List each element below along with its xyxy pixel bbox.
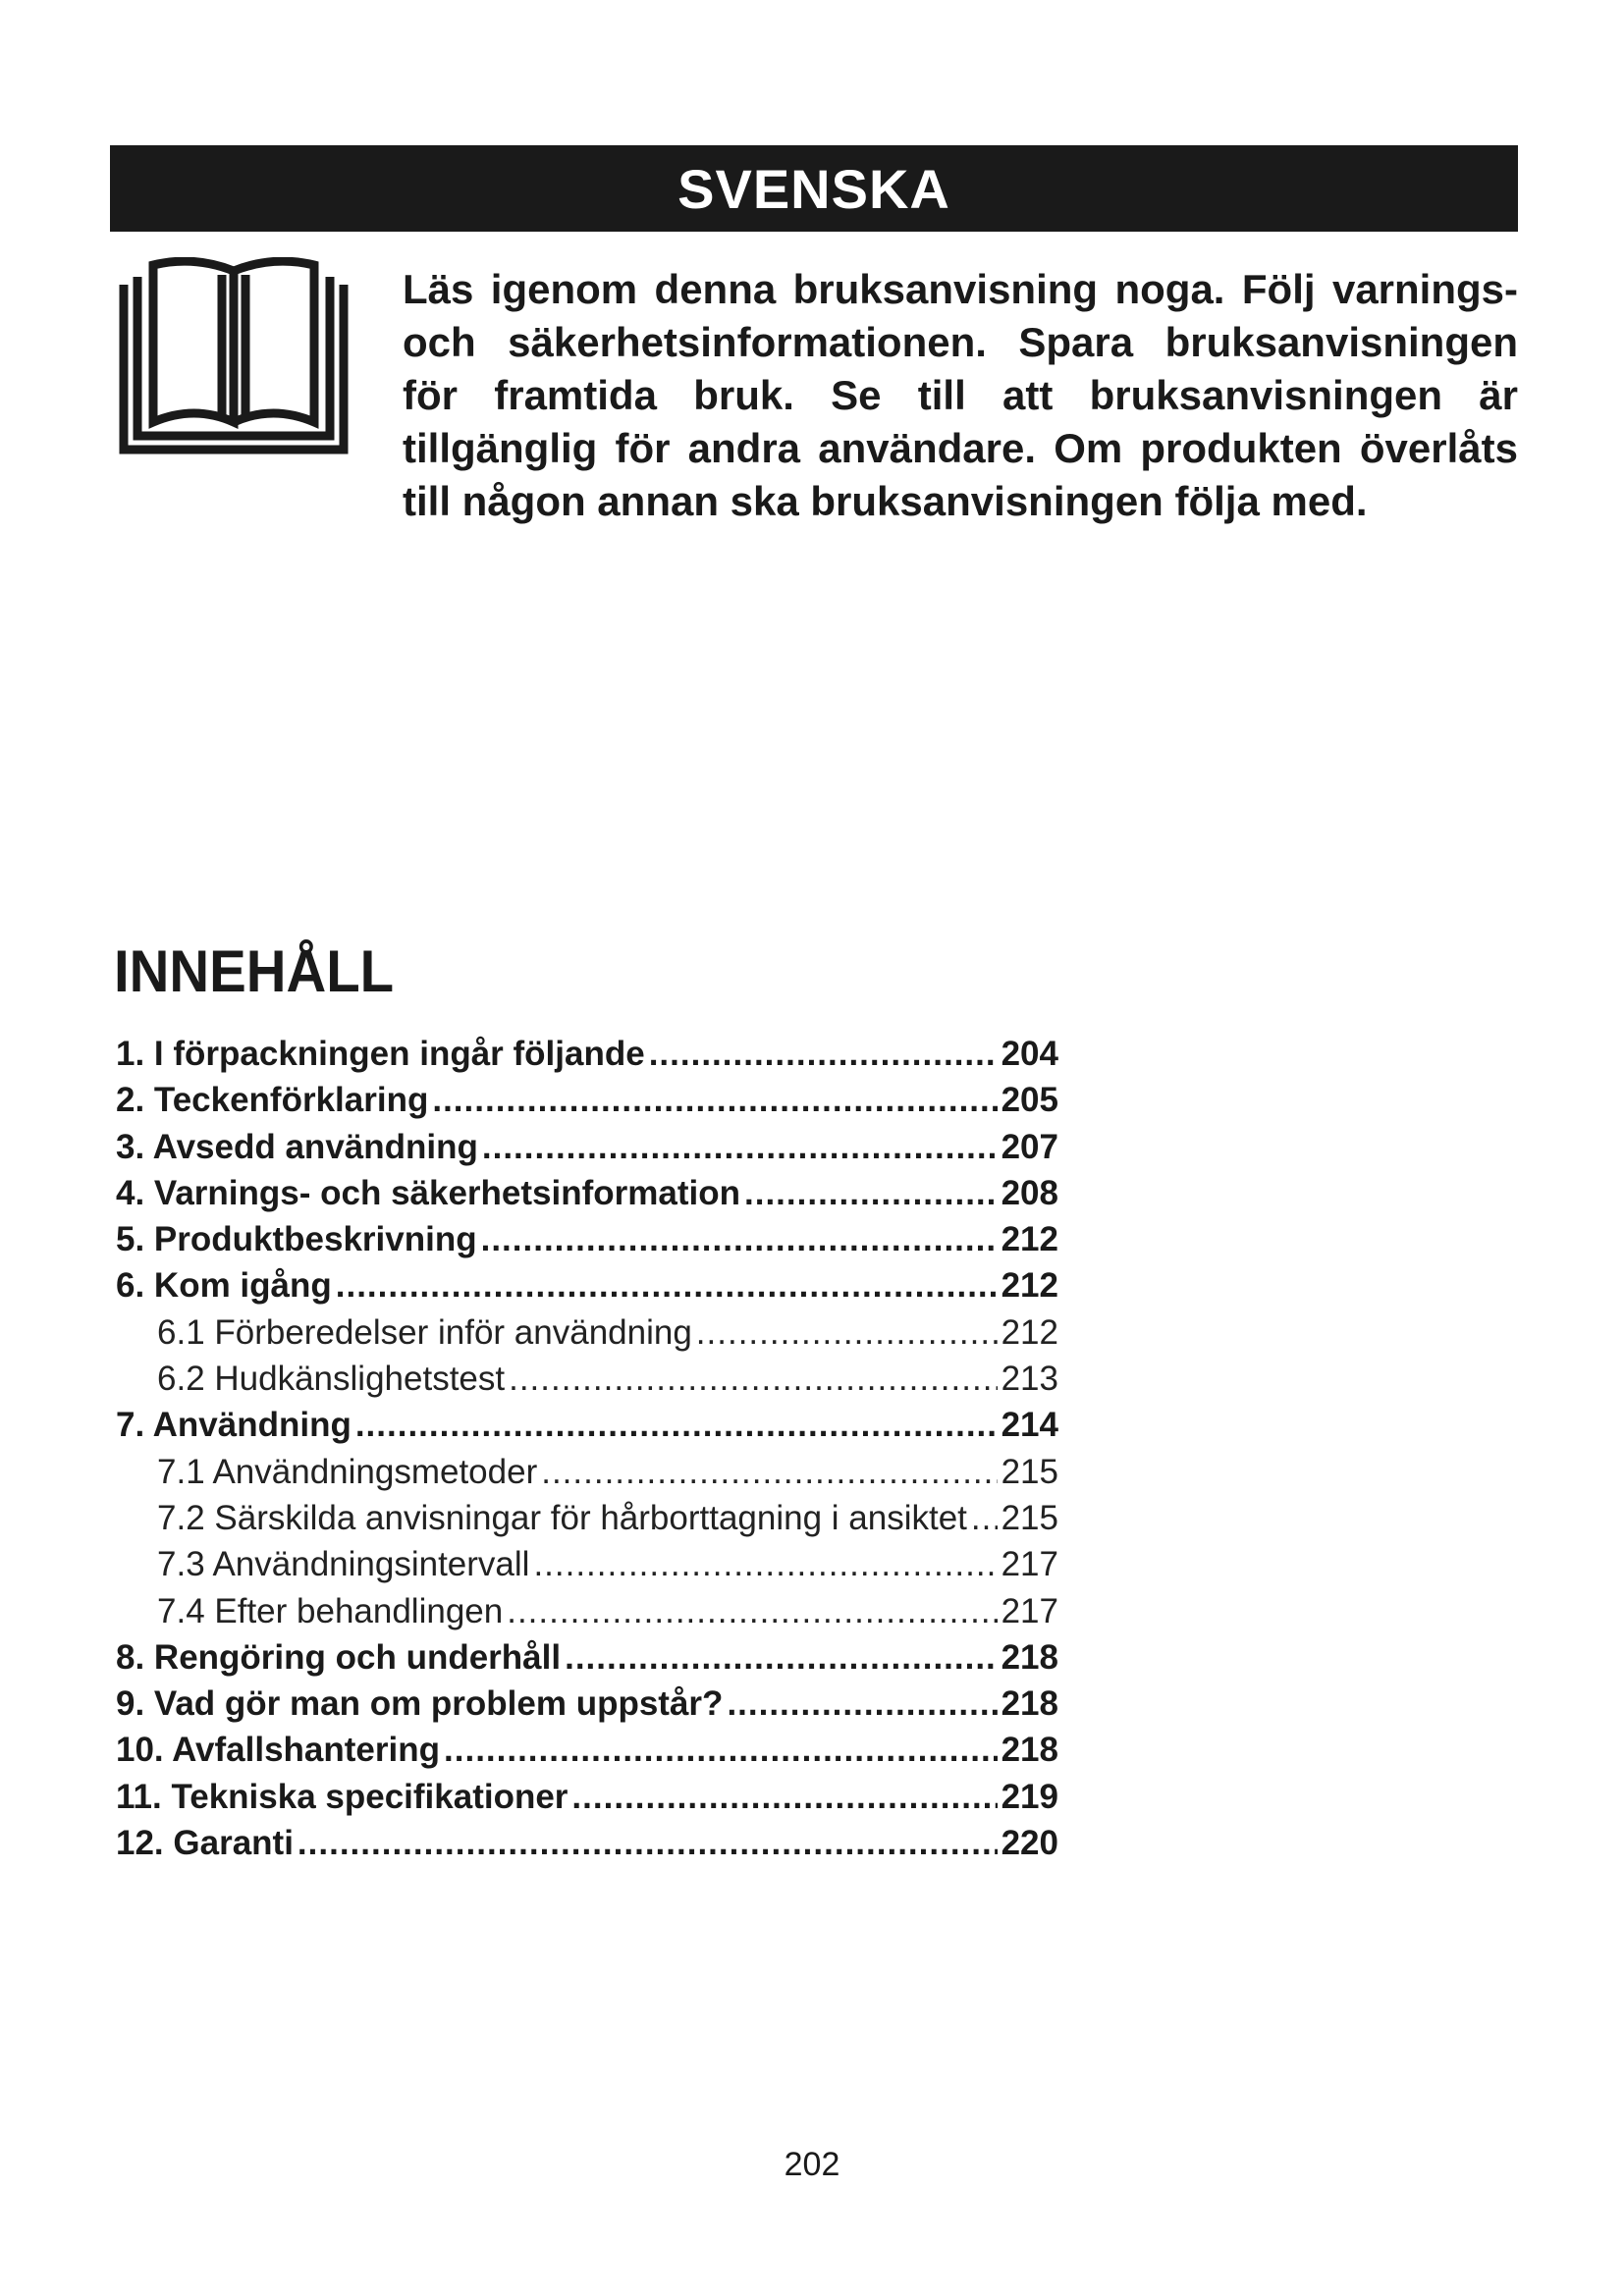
toc-entry-label: 2. Teckenförklaring	[116, 1081, 429, 1120]
toc-entry-page: 204	[1001, 1035, 1058, 1073]
toc-entry[interactable]	[116, 1266, 1058, 1312]
toc-leader-dots	[507, 1592, 997, 1631]
toc-leader-dots	[744, 1174, 998, 1213]
toc-entry-label: 7.3 Användningsintervall	[157, 1545, 530, 1584]
toc-leader-dots	[481, 1220, 998, 1259]
toc-entry[interactable]	[116, 1499, 1058, 1545]
toc-entry-page: 218	[1001, 1684, 1058, 1724]
toc-entry[interactable]	[116, 1174, 1058, 1220]
toc-entry-label: 5. Produktbeskrivning	[116, 1220, 477, 1259]
toc-entry-label: 4. Varnings- och säkerhetsinformation	[116, 1173, 740, 1212]
toc-entry-page: 218	[1001, 1637, 1058, 1677]
toc-entry[interactable]	[116, 1824, 1058, 1870]
toc-entry-page: 207	[1001, 1127, 1058, 1166]
toc-entry[interactable]	[116, 1453, 1058, 1499]
toc-entry-page: 219	[1001, 1777, 1058, 1816]
toc-leader-dots	[533, 1545, 997, 1584]
toc-leader-dots	[432, 1081, 997, 1120]
toc-entry[interactable]	[116, 1128, 1058, 1174]
toc-entry[interactable]	[116, 1081, 1058, 1127]
toc-entry-label: 7.1 Användningsmetoder	[157, 1452, 538, 1491]
language-banner	[110, 145, 1518, 232]
toc-entry-label: 6.2 Hudkänslighetstest	[157, 1360, 506, 1399]
toc-entry[interactable]	[116, 1406, 1058, 1452]
toc-leader-dots	[565, 1638, 998, 1678]
toc-entry-page: 212	[1001, 1312, 1058, 1352]
toc-entry-label: 10. Avfallshantering	[116, 1731, 441, 1770]
toc-entry-page: 217	[1001, 1545, 1058, 1584]
toc-entry-page: 213	[1001, 1360, 1058, 1399]
toc-leader-dots	[509, 1360, 997, 1399]
toc-title: INNEHÅLL	[114, 938, 395, 1004]
language-title: SVENSKA	[677, 157, 950, 220]
toc-entry-page: 215	[1001, 1452, 1058, 1491]
toc-entry[interactable]	[116, 1592, 1058, 1638]
toc-entry[interactable]	[116, 1360, 1058, 1406]
toc-entry-page: 217	[1001, 1591, 1058, 1630]
intro-text: Läs igenom denna bruksanvisning noga. Följ varnings- och säkerhetsinformationen. Spara bruksanvisningen för framtida bruk. Se till att bruksanvisningen är tillgänglig för andra användare. Om produkten överlåts till någon annan ska bruksanvisningen följa med.	[403, 266, 1518, 524]
toc-entry-label: 7.4 Efter behandlingen	[157, 1591, 504, 1630]
toc-entry-label: 7. Användning	[116, 1406, 352, 1445]
toc-leader-dots	[727, 1684, 997, 1724]
toc-entry-label: 8. Rengöring och underhåll	[116, 1637, 562, 1677]
toc-entry-label: 6.1 Förberedelser inför användning	[157, 1312, 692, 1352]
toc-entry-page: 214	[1001, 1406, 1058, 1445]
toc-entry-page: 205	[1001, 1081, 1058, 1120]
toc-entry-page: 215	[1001, 1498, 1058, 1537]
toc-entry[interactable]	[116, 1731, 1058, 1777]
toc-entry-label: 12. Garanti	[116, 1824, 294, 1863]
toc-entry-page: 212	[1001, 1220, 1058, 1259]
toc-entry[interactable]	[116, 1035, 1058, 1081]
toc-leader-dots	[649, 1035, 998, 1074]
toc-leader-dots	[355, 1406, 998, 1445]
toc-entry[interactable]	[116, 1638, 1058, 1684]
toc-entry-label: 9. Vad gör man om problem uppstår?	[116, 1684, 724, 1724]
toc-entry[interactable]	[116, 1545, 1058, 1591]
toc-entry-label: 3. Avsedd användning	[116, 1127, 478, 1166]
toc-entry-page: 208	[1001, 1173, 1058, 1212]
open-book-icon	[116, 257, 352, 463]
toc-leader-dots	[298, 1824, 998, 1863]
toc-entry-page: 218	[1001, 1731, 1058, 1770]
table-of-contents	[116, 1035, 1058, 1870]
toc-leader-dots	[482, 1128, 998, 1167]
toc-entry-page: 220	[1001, 1824, 1058, 1863]
toc-entry-label: 1. I förpackningen ingår följande	[116, 1035, 645, 1073]
toc-entry-label: 7.2 Särskilda anvisningar för hårborttagning i ansiktet	[157, 1498, 967, 1537]
toc-entry-label: 11. Tekniska specifikationer	[116, 1777, 568, 1816]
toc-entry-label: 6. Kom igång	[116, 1266, 332, 1306]
toc-entry[interactable]	[116, 1778, 1058, 1824]
toc-leader-dots	[571, 1778, 997, 1817]
toc-leader-dots	[444, 1731, 998, 1770]
toc-leader-dots	[971, 1499, 998, 1538]
toc-entry-page: 212	[1001, 1266, 1058, 1306]
toc-leader-dots	[541, 1453, 997, 1492]
toc-entry[interactable]	[116, 1220, 1058, 1266]
toc-leader-dots	[336, 1266, 998, 1306]
toc-entry[interactable]	[116, 1684, 1058, 1731]
toc-leader-dots	[696, 1313, 998, 1353]
toc-entry[interactable]	[116, 1313, 1058, 1360]
page-number: 202	[784, 2146, 840, 2183]
